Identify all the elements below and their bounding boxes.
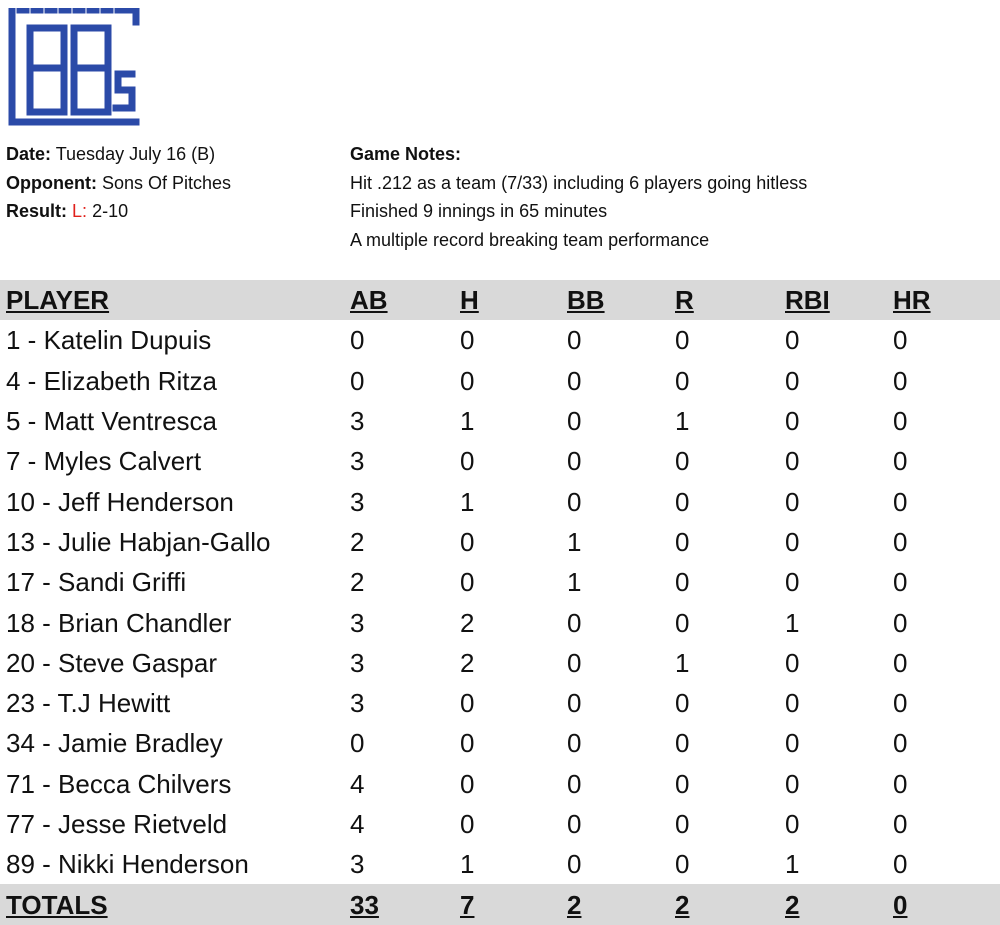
home-runs-cell: 0 xyxy=(893,325,908,356)
rbi-cell: 0 xyxy=(785,526,800,557)
table-row xyxy=(0,643,1000,683)
totals-rbi: 2 xyxy=(785,884,893,924)
walks-cell: 0 xyxy=(567,365,582,396)
runs-cell: 0 xyxy=(675,526,690,557)
rbi-cell: 0 xyxy=(785,768,800,799)
result-line xyxy=(6,197,231,226)
player-name-cell: 13 - Julie Habjan-Gallo xyxy=(6,526,271,557)
home-runs-cell: 0 xyxy=(893,567,908,598)
header-r: R xyxy=(675,280,785,320)
at-bats-cell: 3 xyxy=(350,607,365,638)
runs-cell: 1 xyxy=(675,647,690,678)
hits-cell: 1 xyxy=(460,849,475,880)
rbi-cell: 0 xyxy=(785,688,800,719)
player-name-cell: 34 - Jamie Bradley xyxy=(6,728,223,759)
table-header-row xyxy=(0,280,1000,320)
home-runs-cell: 0 xyxy=(893,526,908,557)
header-rbi: RBI xyxy=(785,280,893,320)
hits-cell: 2 xyxy=(460,607,475,638)
game-notes xyxy=(350,140,807,254)
date-value: Tuesday July 16 (B) xyxy=(55,144,216,164)
hits-cell: 0 xyxy=(460,446,475,477)
player-name-cell: 23 - T.J Hewitt xyxy=(6,688,171,719)
totals-hr: 0 xyxy=(893,884,1000,924)
player-name-cell: 18 - Brian Chandler xyxy=(6,607,232,638)
walks-cell: 0 xyxy=(567,688,582,719)
runs-cell: 0 xyxy=(675,486,690,517)
game-info xyxy=(6,140,231,226)
rbi-cell: 1 xyxy=(785,849,800,880)
table-row xyxy=(0,723,1000,763)
rbi-cell: 0 xyxy=(785,567,800,598)
opponent-label: Opponent: xyxy=(6,172,97,193)
home-runs-cell: 0 xyxy=(893,728,908,759)
table-row xyxy=(0,441,1000,481)
team-logo xyxy=(8,8,140,126)
player-name-cell: 4 - Elizabeth Ritza xyxy=(6,365,217,396)
game-note-line: Hit .212 as a team (7/33) including 6 players going hitless xyxy=(350,172,808,193)
walks-cell: 0 xyxy=(567,768,582,799)
result-score: 2-10 xyxy=(92,201,129,221)
player-name-cell: 5 - Matt Ventresca xyxy=(6,406,217,437)
at-bats-cell: 4 xyxy=(350,768,365,799)
rbi-cell: 0 xyxy=(785,365,800,396)
header-h: H xyxy=(460,280,567,320)
rbi-cell: 0 xyxy=(785,325,800,356)
walks-cell: 0 xyxy=(567,809,582,839)
table-row xyxy=(0,602,1000,642)
walks-cell: 0 xyxy=(567,406,582,437)
opponent-value: Sons Of Pitches xyxy=(102,172,232,193)
home-runs-cell: 0 xyxy=(893,647,908,678)
at-bats-cell: 3 xyxy=(350,647,365,678)
date-label: Date: xyxy=(6,144,52,164)
home-runs-cell: 0 xyxy=(893,446,908,477)
date-line xyxy=(6,140,231,169)
table-row xyxy=(0,522,1000,562)
table-row xyxy=(0,683,1000,723)
home-runs-cell: 0 xyxy=(893,688,908,719)
hits-cell: 0 xyxy=(460,325,475,356)
hits-cell: 1 xyxy=(460,406,475,437)
table-row xyxy=(0,481,1000,521)
at-bats-cell: 3 xyxy=(350,406,365,437)
game-note-line: A multiple record breaking team performance xyxy=(350,229,710,250)
hits-cell: 2 xyxy=(460,647,475,678)
player-name-cell: 20 - Steve Gaspar xyxy=(6,647,217,678)
walks-cell: 1 xyxy=(567,567,582,598)
opponent-line xyxy=(6,169,231,198)
totals-bb: 2 xyxy=(567,884,675,924)
hits-cell: 0 xyxy=(460,809,475,839)
player-name-cell: 89 - Nikki Henderson xyxy=(6,849,249,880)
totals-row xyxy=(0,884,1000,924)
hits-cell: 0 xyxy=(460,688,475,719)
rbi-cell: 0 xyxy=(785,486,800,517)
hits-cell: 0 xyxy=(460,365,475,396)
player-name-cell: 17 - Sandi Griffi xyxy=(6,567,187,598)
walks-cell: 1 xyxy=(567,526,582,557)
home-runs-cell: 0 xyxy=(893,365,908,396)
home-runs-cell: 0 xyxy=(893,607,908,638)
player-name-cell: 77 - Jesse Rietveld xyxy=(6,809,228,839)
rbi-cell: 0 xyxy=(785,446,800,477)
home-runs-cell: 0 xyxy=(893,486,908,517)
totals-h: 7 xyxy=(460,884,567,924)
table-row xyxy=(0,562,1000,602)
at-bats-cell: 4 xyxy=(350,809,365,839)
home-runs-cell: 0 xyxy=(893,406,908,437)
rbi-cell: 0 xyxy=(785,647,800,678)
walks-cell: 0 xyxy=(567,849,582,880)
runs-cell: 0 xyxy=(675,768,690,799)
home-runs-cell: 0 xyxy=(893,849,908,880)
walks-cell: 0 xyxy=(567,728,582,759)
player-name-cell: 1 - Katelin Dupuis xyxy=(6,325,212,356)
rbi-cell: 0 xyxy=(785,728,800,759)
runs-cell: 0 xyxy=(675,325,690,356)
walks-cell: 0 xyxy=(567,607,582,638)
runs-cell: 0 xyxy=(675,728,690,759)
header-bb: BB xyxy=(567,280,675,320)
hits-cell: 0 xyxy=(460,526,475,557)
at-bats-cell: 2 xyxy=(350,567,365,598)
hits-cell: 1 xyxy=(460,486,475,517)
header-ab: AB xyxy=(350,280,460,320)
header-hr: HR xyxy=(893,280,1000,320)
hits-cell: 0 xyxy=(460,567,475,598)
runs-cell: 1 xyxy=(675,406,690,437)
walks-cell: 0 xyxy=(567,325,582,356)
player-name-cell: 10 - Jeff Henderson xyxy=(6,486,234,517)
totals-r: 2 xyxy=(675,884,785,924)
runs-cell: 0 xyxy=(675,446,690,477)
totals-label: TOTALS xyxy=(0,884,350,924)
player-name-cell: 71 - Becca Chilvers xyxy=(6,768,232,799)
game-note-line: Finished 9 innings in 65 minutes xyxy=(350,201,608,221)
at-bats-cell: 3 xyxy=(350,486,365,517)
result-label: Result: xyxy=(6,201,68,221)
at-bats-cell: 2 xyxy=(350,526,365,557)
at-bats-cell: 0 xyxy=(350,728,365,759)
home-runs-cell: 0 xyxy=(893,768,908,799)
rbi-cell: 0 xyxy=(785,809,800,839)
table-row xyxy=(0,764,1000,804)
rbi-cell: 0 xyxy=(785,406,800,437)
box-score-table xyxy=(0,280,1000,925)
at-bats-cell: 3 xyxy=(350,446,365,477)
runs-cell: 0 xyxy=(675,688,690,719)
home-runs-cell: 0 xyxy=(893,809,908,839)
runs-cell: 0 xyxy=(675,607,690,638)
runs-cell: 0 xyxy=(675,365,690,396)
runs-cell: 0 xyxy=(675,567,690,598)
walks-cell: 0 xyxy=(567,647,582,678)
walks-cell: 0 xyxy=(567,446,582,477)
table-row xyxy=(0,401,1000,441)
result-code: L: xyxy=(72,201,88,221)
runs-cell: 0 xyxy=(675,849,690,880)
at-bats-cell: 3 xyxy=(350,849,365,880)
rbi-cell: 1 xyxy=(785,607,800,638)
table-row xyxy=(0,320,1000,360)
totals-ab: 33 xyxy=(350,884,460,924)
table-body xyxy=(0,320,1000,884)
at-bats-cell: 0 xyxy=(350,325,365,356)
header-player: PLAYER xyxy=(0,280,350,320)
table-row xyxy=(0,804,1000,844)
at-bats-cell: 0 xyxy=(350,365,365,396)
game-notes-header: Game Notes: xyxy=(350,144,462,164)
hits-cell: 0 xyxy=(460,768,475,799)
runs-cell: 0 xyxy=(675,809,690,839)
player-name-cell: 7 - Myles Calvert xyxy=(6,446,202,477)
table-row xyxy=(0,361,1000,401)
table-row xyxy=(0,844,1000,884)
at-bats-cell: 3 xyxy=(350,688,365,719)
hits-cell: 0 xyxy=(460,728,475,759)
walks-cell: 0 xyxy=(567,486,582,517)
